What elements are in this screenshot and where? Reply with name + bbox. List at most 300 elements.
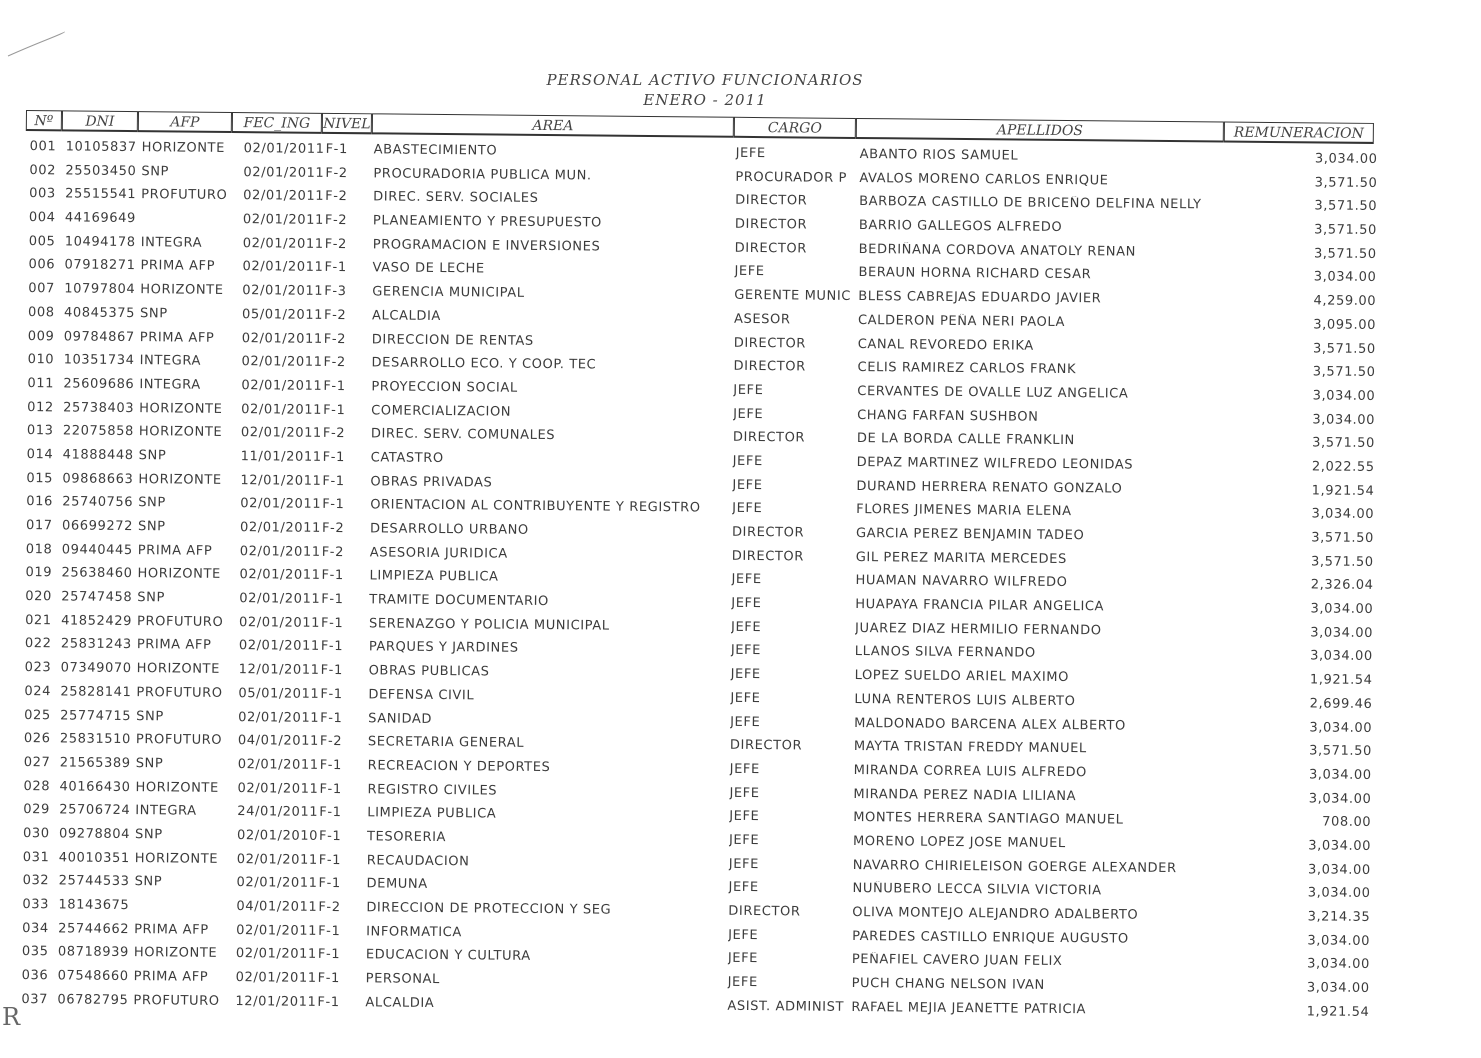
- cell-cargo: JEFE: [730, 619, 762, 635]
- cell-nivel: F-2: [321, 520, 345, 537]
- cell-area: RECAUDACION: [366, 852, 470, 869]
- cell-afp: PRIMA AFP: [136, 637, 212, 654]
- cell-remuneracion: 3,034.00: [1314, 151, 1378, 167]
- cell-apellidos: GARCIA PEREZ BENJAMIN TADEO: [855, 525, 1085, 544]
- cell-num: 015: [26, 470, 54, 486]
- cell-num: 001: [29, 139, 57, 155]
- cell-fec-ing: 12/01/2011: [238, 662, 320, 678]
- cell-nivel: F-1: [323, 402, 346, 418]
- cell-area: ALCALDIA: [365, 995, 435, 1011]
- cell-num: 006: [28, 257, 56, 273]
- cell-area: ORIENTACION AL CONTRIBUYENTE Y REGISTRO: [370, 497, 701, 516]
- cell-apellidos: BLESS CABREJAS EDUARDO JAVIER: [858, 289, 1102, 307]
- cell-fec-ing: 11/01/2011: [240, 449, 322, 465]
- header-num: Nº: [26, 110, 62, 131]
- cell-cargo: JEFE: [729, 785, 760, 801]
- cell-dni: 25706724: [59, 802, 131, 819]
- cell-fec-ing: 02/01/2011: [239, 543, 321, 560]
- cell-area: INFORMATICA: [366, 923, 462, 940]
- cell-num: 004: [28, 210, 56, 226]
- cell-nivel: F-2: [319, 734, 343, 750]
- cell-nivel: F-2: [318, 899, 341, 916]
- header-fec-ing: FEC_ING: [232, 112, 322, 134]
- cell-fec-ing: 12/01/2011: [240, 472, 322, 489]
- cell-fec-ing: 02/01/2011: [238, 638, 320, 655]
- cell-apellidos: OLIVA MONTEJO ALEJANDRO ADALBERTO: [852, 904, 1139, 923]
- scan-artifact-line: [6, 30, 66, 58]
- cell-apellidos: MORENO LOPEZ JOSE MANUEL: [852, 833, 1066, 851]
- cell-num: 002: [29, 162, 57, 178]
- cell-fec-ing: 02/01/2011: [241, 354, 323, 371]
- cell-dni: 10494178: [64, 234, 136, 250]
- cell-afp: SNP: [134, 827, 163, 843]
- cell-apellidos: MIRANDA PEREZ NADIA LILIANA: [853, 786, 1077, 804]
- cell-fec-ing: 02/01/2011: [243, 188, 325, 205]
- cell-nivel: F-2: [323, 331, 347, 347]
- cell-cargo: JEFE: [735, 145, 766, 162]
- cell-fec-ing: 02/01/2011: [235, 970, 317, 986]
- cell-remuneracion: 3,034.00: [1308, 767, 1372, 783]
- cell-area: OBRAS PRIVADAS: [370, 473, 493, 491]
- cell-apellidos: CELIS RAMIREZ CARLOS FRANK: [857, 360, 1077, 378]
- cell-remuneracion: 3,034.00: [1310, 601, 1374, 618]
- cell-fec-ing: 02/01/2011: [235, 946, 317, 963]
- cell-dni: 40845375: [63, 305, 136, 321]
- cell-apellidos: AVALOS MORENO CARLOS ENRIQUE: [859, 170, 1109, 189]
- cell-apellidos: CHANG FARFAN SUSHBON: [857, 407, 1039, 425]
- cell-dni: 09440445: [61, 542, 133, 558]
- cell-afp: PROFUTURO: [135, 732, 223, 749]
- cell-apellidos: RAFAEL MEJIA JEANETTE PATRICIA: [851, 999, 1087, 1017]
- cell-num: 017: [25, 518, 53, 534]
- cell-afp: SNP: [137, 519, 166, 535]
- cell-afp: HORIZONTE: [136, 661, 221, 678]
- cell-dni: 09278804: [58, 826, 131, 842]
- cell-remuneracion: 3,571.50: [1314, 198, 1378, 215]
- cell-apellidos: FLORES JIMENES MARIA ELENA: [856, 502, 1072, 520]
- cell-fec-ing: 12/01/2011: [235, 993, 317, 1010]
- cell-apellidos: MAYTA TRISTAN FREDDY MANUEL: [853, 739, 1087, 757]
- cell-afp: SNP: [135, 755, 164, 772]
- cell-cargo: JEFE: [730, 690, 761, 706]
- cell-cargo: DIRECTOR: [733, 335, 807, 351]
- cell-cargo: DIRECTOR: [732, 430, 806, 446]
- cell-nivel: F-1: [318, 828, 342, 844]
- document-subtitle: ENERO - 2011: [643, 91, 767, 109]
- cell-num: 021: [25, 612, 52, 629]
- cell-cargo: GERENTE MUNIC: [734, 287, 852, 305]
- cell-apellidos: PAREDES CASTILLO ENRIQUE AUGUSTO: [852, 928, 1129, 947]
- header-cargo: CARGO: [734, 117, 856, 139]
- cell-nivel: F-1: [322, 473, 345, 489]
- cell-area: VASO DE LECHE: [372, 260, 485, 277]
- cell-remuneracion: 3,571.50: [1314, 175, 1378, 191]
- cell-fec-ing: 02/01/2011: [243, 164, 325, 181]
- cell-num: 031: [22, 849, 50, 865]
- cell-fec-ing: 02/01/2011: [237, 756, 319, 773]
- cell-num: 005: [28, 233, 56, 250]
- cell-area: ABASTECIMIENTO: [373, 142, 498, 159]
- header-dni: DNI: [62, 110, 138, 132]
- cell-apellidos: LUNA RENTEROS LUIS ALBERTO: [854, 691, 1076, 709]
- margin-mark: R: [2, 1003, 21, 1031]
- cell-remuneracion: 3,034.00: [1312, 411, 1376, 428]
- cell-cargo: JEFE: [728, 927, 759, 943]
- cell-fec-ing: 02/01/2011: [242, 283, 324, 299]
- cell-area: EDUCACION Y CULTURA: [365, 947, 531, 965]
- cell-num: 010: [27, 352, 55, 368]
- cell-nivel: F-1: [322, 449, 346, 466]
- cell-remuneracion: 3,571.50: [1314, 222, 1377, 239]
- cell-nivel: F-1: [320, 686, 343, 702]
- cell-nivel: F-1: [321, 591, 344, 608]
- cell-nivel: F-1: [320, 639, 344, 655]
- cell-num: 035: [21, 944, 49, 960]
- cell-nivel: F-1: [319, 781, 342, 797]
- cell-num: 016: [26, 494, 53, 510]
- cell-apellidos: PUCH CHANG NELSON IVAN: [851, 976, 1045, 993]
- cell-apellidos: BARBOZA CASTILLO DE BRICEÑO DELFINA NELLY: [859, 194, 1202, 213]
- cell-num: 028: [23, 778, 51, 794]
- cell-dni: 18143675: [58, 897, 130, 914]
- cell-num: 029: [23, 802, 50, 818]
- cell-cargo: DIRECTOR: [731, 524, 805, 541]
- cell-num: 037: [21, 991, 49, 1008]
- cell-afp: HORIZONTE: [138, 471, 222, 488]
- cell-afp: HORIZONTE: [141, 140, 226, 156]
- cell-dni: 08718939: [57, 944, 129, 961]
- cell-afp: INTEGRA: [135, 803, 197, 819]
- cell-cargo: DIRECTOR: [734, 240, 807, 257]
- cell-area: DIRECCION DE PROTECCION Y SEG: [366, 900, 612, 918]
- cell-num: 025: [24, 707, 51, 723]
- cell-cargo: JEFE: [730, 714, 761, 730]
- cell-afp: HORIZONTE: [137, 566, 221, 583]
- cell-afp: INTEGRA: [139, 376, 201, 393]
- cell-remuneracion: 708.00: [1322, 814, 1372, 831]
- cell-afp: PROFUTURO: [137, 613, 224, 630]
- cell-area: DEFENSA CIVIL: [368, 687, 475, 704]
- cell-num: 030: [22, 825, 50, 842]
- cell-afp: SNP: [139, 305, 168, 322]
- cell-apellidos: GIL PEREZ MARITA MERCEDES: [855, 549, 1067, 567]
- cell-num: 020: [25, 589, 53, 605]
- cell-remuneracion: 3,034.00: [1313, 269, 1377, 286]
- cell-dni: 09868663: [62, 470, 134, 487]
- cell-apellidos: DEPAZ MARTINEZ WILFREDO LEONIDAS: [856, 454, 1134, 473]
- cell-fec-ing: 02/01/2011: [239, 567, 321, 584]
- cell-nivel: F-2: [324, 212, 348, 229]
- cell-apellidos: LLANOS SILVA FERNANDO: [854, 644, 1036, 662]
- cell-apellidos: MALDONADO BARCENA ALEX ALBERTO: [854, 715, 1126, 734]
- cell-cargo: ASIST. ADMINIST: [727, 998, 845, 1015]
- cell-area: GERENCIA MUNICIPAL: [372, 284, 525, 301]
- cell-apellidos: NAVARRO CHIRIELEISON GOERGE ALEXANDER: [852, 857, 1177, 876]
- cell-area: CATASTRO: [370, 450, 444, 466]
- cell-fec-ing: 02/01/2011: [239, 520, 322, 536]
- cell-remuneracion: 2,699.46: [1309, 696, 1373, 712]
- cell-dni: 25744662: [58, 921, 130, 937]
- cell-area: DESARROLLO ECO. Y COOP. TEC: [371, 355, 597, 373]
- header-nivel: NIVEL: [322, 113, 372, 134]
- cell-num: 014: [26, 446, 54, 463]
- cell-fec-ing: 02/01/2011: [242, 235, 324, 252]
- cell-apellidos: PEÑAFIEL CAVERO JUAN FELIX: [851, 952, 1063, 970]
- cell-remuneracion: 3,034.00: [1308, 838, 1372, 854]
- cell-dni: 21565389: [59, 755, 131, 771]
- cell-num: 032: [22, 873, 50, 889]
- cell-num: 018: [25, 541, 53, 557]
- cell-dni: 40166430: [59, 778, 131, 795]
- cell-cargo: JEFE: [728, 856, 760, 872]
- header-remuneracion: REMUNERACION: [1224, 121, 1374, 143]
- personnel-table: [17, 110, 1378, 1024]
- cell-area: SANIDAD: [368, 710, 433, 727]
- cell-dni: 10797804: [64, 281, 136, 298]
- cell-dni: 07548660: [57, 968, 129, 985]
- cell-dni: 25740756: [62, 494, 134, 511]
- cell-nivel: F-2: [323, 355, 346, 371]
- cell-remuneracion: 3,034.00: [1307, 956, 1370, 973]
- cell-cargo: JEFE: [729, 761, 760, 777]
- cell-afp: PRIMA AFP: [140, 258, 216, 275]
- cell-dni: 25609686: [63, 376, 135, 392]
- cell-cargo: DIRECTOR: [733, 358, 806, 375]
- cell-nivel: F-2: [323, 307, 347, 323]
- cell-cargo: JEFE: [728, 832, 760, 849]
- cell-area: LIMPIEZA PUBLICA: [367, 805, 497, 822]
- cell-afp: PROFUTURO: [141, 187, 228, 204]
- cell-fec-ing: 24/01/2011: [237, 804, 319, 821]
- cell-area: PROGRAMACION E INVERSIONES: [372, 237, 601, 255]
- cell-cargo: JEFE: [732, 477, 763, 493]
- cell-dni: 44169649: [64, 210, 137, 227]
- cell-afp: PRIMA AFP: [133, 969, 209, 985]
- cell-dni: 25828141: [60, 684, 132, 700]
- cell-fec-ing: 02/01/2011: [242, 212, 324, 228]
- cell-afp: PRIMA AFP: [137, 542, 213, 559]
- cell-fec-ing: 02/01/2011: [238, 709, 320, 726]
- cell-num: 011: [27, 375, 55, 392]
- cell-afp: HORIZONTE: [135, 779, 219, 796]
- cell-remuneracion: 3,034.00: [1307, 885, 1371, 902]
- cell-remuneracion: 2,326.04: [1310, 577, 1374, 594]
- cell-fec-ing: 02/01/2011: [241, 401, 323, 418]
- cell-num: 024: [24, 683, 52, 700]
- cell-num: 036: [21, 968, 49, 984]
- cell-fec-ing: 02/01/2011: [236, 851, 318, 868]
- cell-nivel: F-1: [317, 947, 341, 963]
- cell-dni: 07918271: [64, 257, 136, 274]
- cell-num: 027: [23, 754, 51, 771]
- cell-nivel: F-1: [321, 615, 344, 631]
- cell-remuneracion: 3,034.00: [1310, 648, 1373, 665]
- cell-fec-ing: 04/01/2011: [236, 899, 318, 915]
- cell-num: 022: [24, 636, 52, 652]
- cell-num: 019: [25, 565, 53, 581]
- cell-area: DIREC. SERV. SOCIALES: [373, 189, 539, 207]
- cell-dni: 22075858: [62, 423, 134, 440]
- cell-num: 007: [28, 281, 55, 297]
- cell-area: SECRETARIA GENERAL: [367, 734, 525, 751]
- cell-afp: SNP: [141, 163, 170, 180]
- cell-remuneracion: 3,034.00: [1312, 388, 1376, 404]
- cell-area: RECREACION Y DEPORTES: [367, 758, 551, 775]
- cell-dni: 25831510: [59, 731, 132, 748]
- cell-fec-ing: 02/01/2011: [241, 330, 323, 347]
- cell-remuneracion: 3,034.00: [1311, 506, 1375, 523]
- cell-afp: HORIZONTE: [134, 850, 219, 867]
- cell-num: 034: [22, 920, 49, 936]
- cell-cargo: JEFE: [728, 880, 759, 896]
- cell-afp: INTEGRA: [140, 234, 203, 251]
- cell-dni: 25831243: [60, 636, 132, 653]
- cell-apellidos: BERAUN HORNA RICHARD CESAR: [858, 265, 1092, 283]
- cell-apellidos: ABANTO RIOS SAMUEL: [859, 147, 1019, 164]
- cell-nivel: F-1: [323, 378, 346, 394]
- cell-cargo: JEFE: [731, 572, 762, 588]
- cell-num: 012: [27, 399, 54, 415]
- cell-area: ASESORIA JURIDICA: [369, 545, 508, 562]
- cell-nivel: F-1: [324, 260, 347, 276]
- cell-dni: 25515541: [65, 186, 137, 203]
- cell-fec-ing: 02/01/2011: [239, 614, 321, 631]
- cell-fec-ing: 04/01/2011: [237, 733, 319, 750]
- cell-nivel: F-1: [325, 141, 348, 158]
- cell-cargo: DIRECTOR: [728, 903, 801, 920]
- cell-cargo: ASESOR: [733, 311, 791, 328]
- cell-fec-ing: 02/01/2010: [236, 827, 319, 844]
- cell-remuneracion: 3,034.00: [1307, 861, 1371, 878]
- cell-cargo: DIRECTOR: [731, 548, 805, 565]
- header-afp: AFP: [138, 111, 232, 133]
- cell-nivel: F-1: [322, 497, 345, 513]
- cell-dni: 06782795: [57, 992, 129, 1008]
- cell-afp: INTEGRA: [139, 353, 202, 369]
- cell-remuneracion: 1,921.54: [1309, 672, 1373, 689]
- cell-apellidos: HUAPAYA FRANCIA PILAR ANGELICA: [855, 597, 1105, 615]
- cell-remuneracion: 3,571.50: [1312, 340, 1376, 357]
- cell-remuneracion: 2,022.55: [1311, 459, 1375, 475]
- cell-nivel: F-2: [324, 236, 348, 252]
- cell-remuneracion: 4,259.00: [1313, 293, 1377, 310]
- cell-nivel: F-1: [318, 923, 341, 939]
- cell-area: TRAMITE DOCUMENTARIO: [369, 592, 549, 610]
- cell-fec-ing: 02/01/2011: [239, 591, 321, 607]
- cell-dni: 25503450: [65, 163, 137, 179]
- cell-dni: 25774715: [60, 707, 132, 724]
- cell-dni: 06699272: [61, 518, 134, 535]
- cell-num: 009: [27, 328, 55, 344]
- cell-afp: SNP: [138, 448, 167, 464]
- cell-nivel: F-1: [321, 568, 344, 584]
- cell-dni: 25744533: [58, 873, 130, 890]
- document-heading: [545, 70, 865, 110]
- cell-apellidos: BEDRIÑANA CORDOVA ANATOLY RENAN: [858, 241, 1137, 260]
- header-apellidos: APELLIDOS: [856, 118, 1224, 143]
- cell-remuneracion: 3,214.35: [1307, 909, 1371, 925]
- cell-cargo: PROCURADOR P: [735, 169, 848, 186]
- cell-afp: PRIMA AFP: [134, 921, 209, 938]
- cell-num: 003: [29, 186, 56, 202]
- cell-cargo: JEFE: [732, 501, 763, 517]
- cell-num: 033: [22, 897, 50, 913]
- cell-num: 013: [26, 423, 54, 439]
- cell-nivel: F-2: [321, 544, 345, 560]
- cell-remuneracion: 3,571.50: [1311, 530, 1375, 546]
- cell-afp: HORIZONTE: [138, 424, 223, 441]
- cell-dni: 09784867: [63, 328, 135, 345]
- cell-area: OBRAS PUBLICAS: [368, 663, 490, 680]
- cell-remuneracion: 3,571.50: [1312, 435, 1375, 452]
- cell-area: SERENAZGO Y POLICIA MUNICIPAL: [369, 616, 610, 634]
- cell-area: PERSONAL: [365, 971, 440, 988]
- cell-nivel: F-1: [320, 662, 343, 679]
- cell-nivel: F-2: [322, 426, 346, 442]
- cell-dni: 25738403: [63, 399, 135, 416]
- cell-nivel: F-2: [325, 165, 348, 181]
- cell-area: COMERCIALIZACION: [371, 402, 512, 420]
- cell-area: ALCALDIA: [371, 308, 442, 324]
- cell-apellidos: JUAREZ DIAZ HERMILIO FERNANDO: [854, 620, 1102, 639]
- cell-cargo: JEFE: [729, 809, 760, 825]
- cell-fec-ing: 02/01/2011: [241, 377, 323, 394]
- cell-dni: 07349070: [60, 660, 132, 677]
- cell-area: DIRECCION DE RENTAS: [371, 331, 534, 349]
- cell-apellidos: BARRIO GALLEGOS ALFREDO: [858, 218, 1063, 236]
- cell-fec-ing: 02/01/2011: [243, 141, 325, 157]
- cell-area: TESORERIA: [366, 829, 447, 846]
- cell-apellidos: CANAL REVOREDO ERIKA: [857, 336, 1034, 354]
- cell-area: LIMPIEZA PUBLICA: [369, 568, 499, 585]
- cell-dni: 10351734: [63, 352, 135, 369]
- cell-fec-ing: 02/01/2011: [236, 875, 318, 892]
- cell-nivel: F-1: [320, 710, 343, 726]
- cell-area: PARQUES Y JARDINES: [368, 639, 519, 657]
- cell-dni: 25747458: [61, 589, 133, 606]
- cell-num: 008: [27, 304, 55, 321]
- cell-afp: HORIZONTE: [140, 282, 224, 299]
- cell-afp: PROFUTURO: [133, 992, 220, 1009]
- cell-cargo: JEFE: [727, 974, 758, 991]
- cell-area: DEMUNA: [366, 876, 428, 893]
- cell-area: REGISTRO CIVILES: [367, 781, 498, 799]
- cell-cargo: JEFE: [727, 951, 759, 967]
- cell-cargo: JEFE: [731, 595, 762, 612]
- cell-afp: SNP: [136, 708, 164, 724]
- cell-apellidos: DE LA BORDA CALLE FRANKLIN: [856, 431, 1075, 449]
- cell-num: 026: [23, 731, 51, 747]
- cell-apellidos: LOPEZ SUELDO ARIEL MAXIMO: [854, 668, 1070, 686]
- table-body: [17, 135, 1377, 1024]
- cell-apellidos: HUAMAN NAVARRO WILFREDO: [855, 573, 1068, 591]
- cell-fec-ing: 02/01/2011: [240, 496, 322, 513]
- cell-cargo: JEFE: [730, 643, 762, 659]
- cell-apellidos: CERVANTES DE OVALLE LUZ ANGELICA: [857, 383, 1129, 402]
- cell-nivel: F-2: [325, 189, 348, 205]
- cell-fec-ing: 02/01/2011: [240, 425, 322, 442]
- cell-fec-ing: 02/01/2011: [237, 780, 319, 797]
- cell-cargo: JEFE: [733, 382, 764, 398]
- cell-dni: 10105837: [65, 139, 137, 156]
- cell-cargo: DIRECTOR: [735, 193, 808, 209]
- cell-afp: SNP: [137, 590, 166, 606]
- header-area: AREA: [372, 113, 734, 137]
- cell-nivel: F-1: [319, 805, 342, 821]
- cell-cargo: JEFE: [732, 453, 763, 470]
- cell-nivel: F-1: [318, 852, 342, 868]
- cell-nivel: F-1: [317, 970, 340, 987]
